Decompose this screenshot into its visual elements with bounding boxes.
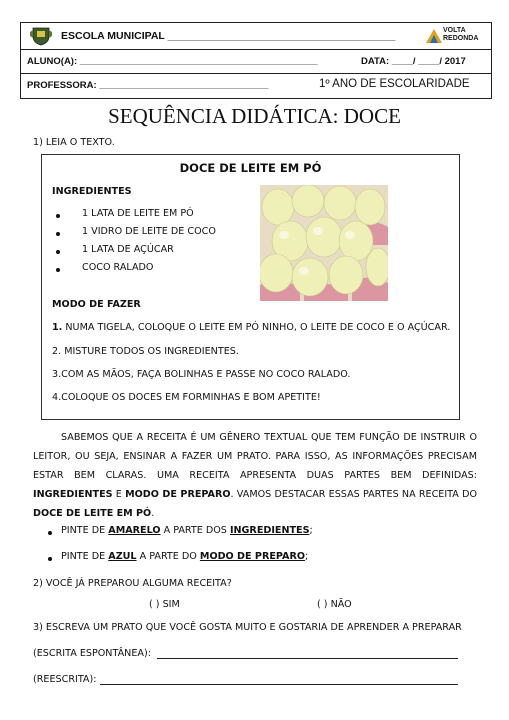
date-field[interactable]: DATA: ____/ ____/ 2017 — [361, 56, 466, 67]
task-blue: PINTE DE AZUL A PARTE DO MODO DE PREPARO; — [61, 551, 309, 562]
sweets-photo — [260, 185, 388, 301]
school-crest-icon — [29, 26, 53, 46]
method-step: 3.COM AS MÃOS, FAÇA BOLINHAS E PASSE NO COCO RALADO. — [52, 369, 351, 380]
logo-text-1: VOLTA — [443, 27, 466, 34]
teacher-field[interactable]: PROFESSORA: ________________________________ — [27, 80, 269, 91]
rewrite-label: (REESCRITA): — [33, 674, 97, 685]
page-title: SEQUÊNCIA DIDÁTICA: DOCE — [108, 104, 401, 128]
logo-text-2: REDONDA — [443, 35, 479, 42]
answer-no-checkbox[interactable]: ( ) NÃO — [317, 599, 352, 610]
ingredient-item: 1 VIDRO DE LEITE DE COCO — [82, 226, 216, 237]
city-logo — [425, 25, 483, 47]
bullet-icon — [56, 232, 60, 236]
grade-label: 1º ANO DE ESCOLARIDADE — [319, 78, 470, 90]
teacher-row — [21, 73, 491, 97]
method-heading: MODO DE FAZER — [52, 299, 141, 310]
bullet-icon — [56, 214, 60, 218]
bullet-icon — [56, 250, 60, 254]
bullet-icon — [48, 531, 52, 535]
question-1: 1) LEIA O TEXTO. — [33, 137, 115, 148]
question-3: 3) ESCREVA UM PRATO QUE VOCÊ GOSTA MUITO E GOSTARIA DE APRENDER A PREPARAR — [33, 622, 462, 633]
student-field[interactable]: ALUNO(A): _____________________________________________ — [27, 56, 318, 67]
ingredient-item: COCO RALADO — [82, 262, 154, 273]
city-logo-icon — [425, 28, 443, 44]
answer-yes-checkbox[interactable]: ( ) SIM — [149, 599, 180, 610]
explanation-paragraph: SABEMOS QUE A RECEITA É UM GÊNERO TEXTUAL QUE TEM FUNÇÃO DE INSTRUIR O LEITOR, OU SEJA, ENSINAR A FAZER UM PRATO. PARA ISSO, AS INFORMAÇÕES PRECISAM ESTAR BEM CLARAS. UMA RECEITA APRESENTA DUAS PARTES BEM DEFINIDAS: INGREDIENTES E MODO DE PREPARO. VAMOS DESTACAR ESSAS PARTES NA RECEITA DO DOCE DE LEITE EM PÓ. — [33, 432, 478, 519]
spontaneous-writing-label: (ESCRITA ESPONTÂNEA): — [33, 648, 151, 659]
method-step: 4.COLOQUE OS DOCES EM FORMINHAS E BOM APETITE! — [52, 392, 321, 403]
recipe-box — [41, 154, 460, 420]
rewrite-line[interactable] — [100, 684, 458, 685]
task-yellow: PINTE DE AMARELO A PARTE DOS INGREDIENTES; — [61, 525, 313, 536]
header-form — [20, 22, 492, 99]
school-row — [21, 23, 491, 50]
student-row — [21, 49, 491, 74]
bullet-icon — [48, 557, 52, 561]
school-label: ESCOLA MUNICIPAL _______________________________________ — [61, 30, 396, 42]
recipe-title: DOCE DE LEITE EM PÓ — [179, 161, 322, 175]
ingredient-item: 1 LATA DE LEITE EM PÓ — [82, 208, 194, 219]
question-2: 2) VOCÊ JÁ PREPAROU ALGUMA RECEITA? — [33, 578, 232, 589]
ingredients-heading: INGREDIENTES — [52, 186, 132, 197]
method-step: 2. MISTURE TODOS OS INGREDIENTES. — [52, 346, 239, 357]
spontaneous-writing-line[interactable] — [157, 658, 458, 659]
method-step: 1. NUMA TIGELA, COLOQUE O LEITE EM PÓ NINHO, O LEITE DE COCO E O AÇÚCAR. — [52, 322, 451, 333]
ingredient-item: 1 LATA DE AÇÚCAR — [82, 244, 174, 255]
bullet-icon — [56, 268, 60, 272]
